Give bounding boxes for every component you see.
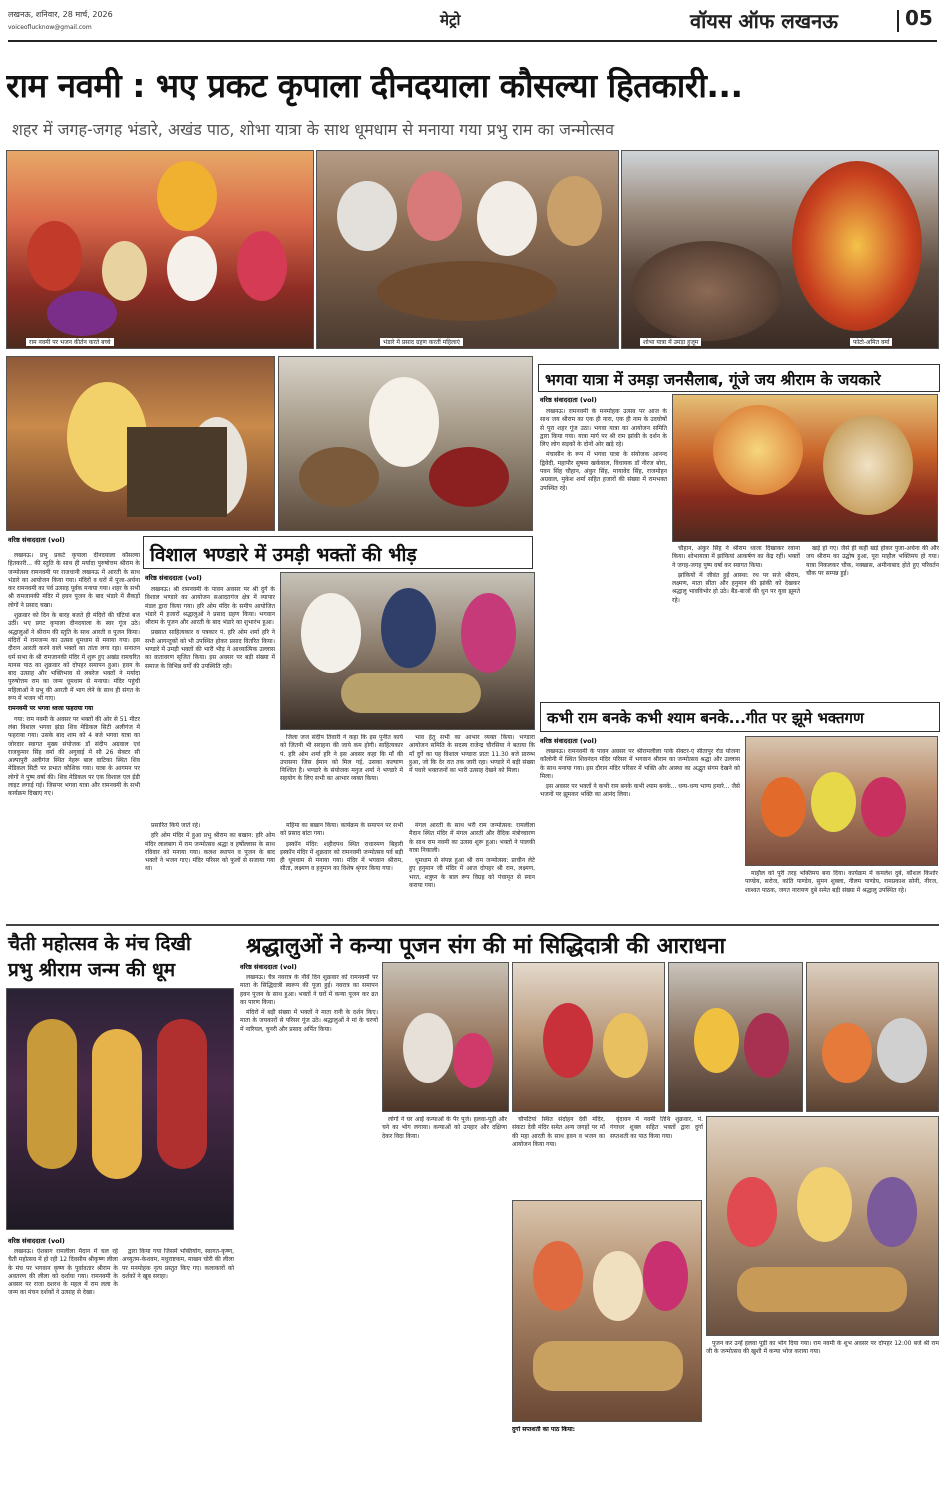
masthead-rule <box>8 40 937 42</box>
main-subhead: रामनवमी पर भगवा ध्वजा फहराया गया <box>8 705 94 713</box>
caption-bhandara-women: भंडारे में प्रसाद ग्रहण करतीं महिलाएं <box>380 338 463 346</box>
section-rule <box>6 924 939 926</box>
kanya-byline: वरिष्ठ संवाददाता (vol) <box>240 963 297 971</box>
caption-children-kirtan: राम नवमी पर भजन कीर्तन करते बच्चे <box>26 338 114 346</box>
photo-bhandara-women <box>316 150 619 349</box>
page-number: 05 <box>905 6 933 30</box>
harioom-col1: प्रसारित किये जाते रहे। हरि ओम मंदिर में हुआ प्रभु श्रीराम का बखान: हरि ओम मंदिर लालबाग में राम जन्मोत्सव श्रद्धा व हर्षोल्लास के साथ रविवार को मनाया गया। कलश स्थापन व पूजन के बाद भक्तों ने भजन गाए। मंदिर परिसर को फूलों से सजाया गया था। <box>145 822 275 873</box>
photo-deity-shrine <box>278 356 533 531</box>
chaiti-byline: वरिष्ठ संवाददाता (vol) <box>8 1237 65 1245</box>
caption-photo-credit: फोटो-अमित वर्मा <box>850 338 892 346</box>
photo-children-kirtan <box>6 150 314 349</box>
ramshyam-body-col2: माहौल को पूरी तरह भक्तिमय बना दिया। कार्यक्रम में कमलेश दुबे, कौशल किशोर पाण्डेय, सरोज, कांति पाण्डेय, सुमन शुक्ला, नीलम पाण्डेय, रामप्रकाश सोनी, नीरज, शाश्वत पाठक, जगत नारायण दुबे समेत बड़ी संख्या में श्रद्धालु उपस्थित रहे। <box>745 870 938 894</box>
masthead <box>0 0 945 58</box>
kanya-headline: श्रद्धालुओं ने कन्या पूजन संग की मां सिद्धिदात्री की आराधना <box>246 934 726 959</box>
bhandara-body-col1: लखनऊ। श्री रामनवमी के पावन अवसर पर श्री दुर्गे के विशाल भण्डारे का आयोजन सआदतगंज क्षेत्र में व्यापार मंडल द्वारा किया गया। हरि ओम मंदिर के समीप आयोजित भंडारे में हजारों श्रद्धालुओं ने प्रसाद ग्रहण किया। भगवान श्रीराम के पूजन और आरती के बाद भंडारे का शुभारंभ हुआ। प्रख्यात साहित्यकार व पत्रकार पं. हरि ओम शर्मा हरि ने सभी आगन्तुकों को भी उपस्थित होकर प्रसाद वितरित किया। भण्डारे में उमड़ी भक्तों की भारी भीड़ ने आध्यात्मिक उल्लास का वातावरण सृजित किया। इस अवसर पर बड़ी संख्या में समाज के विभिन्न वर्गों की उपस्थिति रही। <box>145 586 275 670</box>
paper-name: वॉयस ऑफ लखनऊ <box>690 9 838 33</box>
ramshyam-headline: कभी राम बनके कभी श्याम बनके...गीत पर झूमे भक्तगण <box>547 709 864 727</box>
dateline: लखनऊ, शनिवार, 28 मार्च, 2026 <box>8 10 113 19</box>
kanya-body-col3: चौपटियां स्थित संदोहन देवी मंदिर, संकटा देवी मंदिर समेत अन्य जगहों पर माँ की महा आरती के साथ हवन व भजन का आयोजन किया गया। <box>512 1116 605 1148</box>
bhandara-body-col3: भाव हेतु सभी का आभार व्यक्त किया। भण्डारा आयोजन समिति के सदस्य राजेन्द्र चौरसिया ने बताया कि माँ दुर्गे का यह विशाल भण्डारा प्रातः 11.30 बजे प्रारम्भ हुआ, जो कि देर रात तक जारी रहा। भण्डारे में बड़ी संख्या में पधारे भक्तजनों का भारी उत्साह देखने को मिला। <box>409 734 535 775</box>
main-byline: वरिष्ठ संवाददाता (vol) <box>8 536 65 544</box>
bhagwa-body-col1: लखनऊ। रामनवमी के मनमोहक उत्सव पर आज के साथ जय श्रीराम का एक ही नारा, एक ही नाम के उदघोषों से पूरा शहर गूंज उठा। भगवा यात्रा का आयोजन समिति द्वारा किया गया। यात्रा मार्ग पर श्री राम झांकी के दर्शन के लिए लोग सड़कों के दोनों ओर खड़े रहे। मंचासीन के रूप में भगवा यात्रा के संयोजक आनन्द द्विवेदी, महापौर सुषमा खर्कवाल, विधायक डॉ नीरज बोरा, पवन सिंह चौहान, अंकुर सिंह, मायावेद सिंह, राजमोहन अग्रवाल, मुकेश शर्मा सहित हजारों की संख्या में रामभक्त उपस्थित रहे। <box>540 408 667 492</box>
main-subheadline: शहर में जगह-जगह भंडारे, अखंड पाठ, शोभा यात्रा के साथ धूमधाम से मनाया गया प्रभु राम का जन्मोत्सव <box>12 120 615 139</box>
page-divider <box>897 10 899 32</box>
photo-kanya-group <box>706 1116 939 1336</box>
kanya-body-col1: लखनऊ। चैत्र नवरात्र के नौवें दिन शुक्रवार को रामनवमी पर माता के सिद्धिदात्री स्वरूप की पूजा हुई। नवरात्र का समापन हवन पूजन के साथ हुआ। भक्तों ने घरों में कन्या पूजन कर व्रत का पारण किया। मंदिरों में बड़ी संख्या में भक्तों ने माता रानी के दर्शन किए। माता के जयकारों से परिसर गूंज उठे। श्रद्धालुओं ने मां के चरणों में नारियल, चुनरी और प्रसाद अर्पित किया। <box>240 974 378 1033</box>
bhagwa-body-col2: चौहान, अंकुर सिंह ने श्रीराम ध्वजा दिखाकर रवाना किया। शोभायात्रा में झांकियां आकर्षण का केंद्र रहीं। भक्तों ने जगह-जगह पुष्प वर्षा कर स्वागत किया। झांकियों में जीवंत हुई आस्था: रथ पर सजे श्रीराम, लक्ष्मण, माता सीता और हनुमान की झांकी को देखकर श्रद्धालु भावविभोर हो उठे। बैंड-बाजों की धुन पर युवा झूमते रहे। <box>672 545 800 604</box>
photo-kanya-poojan-1 <box>382 962 509 1112</box>
photo-temple-puja <box>6 356 275 531</box>
ramshyam-byline: वरिष्ठ संवाददाता (vol) <box>540 737 597 745</box>
bhandara-body-col2: जिला जज संदीप तिवारी ने कहा कि इस पुनीत कार्य को जितनी भी सराहना की जाये कम होगी। साहित्यकार पं. हरि ओम शर्मा हरि ने इस अवसर कहा कि माँ की उपासना जिस ईमान को मिल गई, उसका कल्याण निश्चित है। भण्डारे के संयोजक मनुज शर्मा ने भण्डारे में सहयोग के लिए सभी का आभार व्यक्त किया। <box>280 734 403 783</box>
bhagwa-headline: भगवा यात्रा में उमड़ा जनसैलाब, गूंजे जय श्रीराम के जयकारे <box>545 371 881 389</box>
caption-shobha-yatra: शोभा यात्रा में उमड़ा हुजूम <box>640 338 701 346</box>
kanya-body-col6: पूजन कर उन्हें हलवा पूड़ी का भोग दिया गया। राम नवमी के शुभ अवसर पर दोपहर 12:00 बजे श्री राम जी के जन्मोत्सव की खुशी में कन्या भोज कराया गया। <box>706 1340 939 1356</box>
photo-bhajan-women <box>745 736 938 866</box>
bhandara-byline: वरिष्ठ संवाददाता (vol) <box>145 574 202 582</box>
section-name: मेट्रो <box>440 11 461 29</box>
photo-kanya-poojan-4 <box>806 962 939 1112</box>
photo-bhagwa-yatra <box>672 394 938 542</box>
bhandara-headline: विशाल भण्डारे में उमड़ी भक्तों की भीड़ <box>150 544 417 566</box>
main-body: लखनऊ। प्रभु प्रकटे कृपाला दीनदयाला कौसल्या हितकारी... की स्तुति के साथ ही मर्यादा पुरुषोत्तम श्रीराम के जन्मोत्सव रामनवमी पर राजधानी लखनऊ में आरती के साथ भंडारे का आयोजन किया गया। मंदिरों व घरों में पूजा-अर्चना कर रामनवमी का पर्व उत्साह पूर्वक मनाया गया। शहर के सभी श्री रामजानकी मंदिर में हवन पूजन के बाद भंडारे में सैकड़ों लोगों ने प्रसाद चखा। शुक्रवार को दिन के बारह बजते ही मंदिरों की घंटियां बज उठीं। भए प्रगट कृपाला दीनदयाला के स्वर गूंज उठे। श्रद्धालुओं ने श्रीराम की स्तुति के साथ आरती व पूजन किया। मंदिरों में रामजन्म का उत्सव धूमधाम से मनाया गया। इस दौरान आरती करने वाले भक्तों का तांता लगा रहा। सनातन धर्म सभा के श्री रामजानकी मंदिर में शुरू हुए अखंड रामचरित मानस पाठ का शुक्रवार को दोपहर समापन हुआ। हवन के बाद उत्साह और भक्तिभाव से लबरेज भक्तों ने मर्यादा पुरुषोत्तम राम का जन्म धूमधाम से मनाया। मंदिर पहुंची महिलाओं ने प्रभु की आरती में भाग लेने के साथ ही संगत के रूप में भजन भी गाए। रामनवमी पर भगवा ध्वजा फहराया गया गया: राम नवमी के अवसर पर भक्तों की ओर से 51 मीटर लंबा विशाल भगवा झंडा शिव मेडिकल सिटी अलीगंज में फहराया गया। उसके बाद शाम को 4 बजे भगवा यात्रा का जोरदार स्वागत मुख्य संयोजक डॉ संदीप अग्रवाल एवं राजकुमार सिंह वर्मा की अगुवाई में सौ 26 सेक्टर सी अल्पापुरी अलीगंज स्थित नेहरू बाल वाटिका स्थित शिव मेडिकल सिटी पर प्रभात कौशिक गया। यात्रा के आगमन पर लोगों ने पुष्प वर्षा की। शिव मेडिकल पर एक विशाल एल ईडी लाइट लगाई गई। जिसपर भगवा यात्रा और रामनवमी के सभी कार्यक्रम दिखाए गए। <box>8 552 140 798</box>
kanya-body-col5 <box>512 1426 702 1496</box>
photo-chaiti-stage <box>6 988 234 1230</box>
bhandara-headline-box <box>143 536 533 569</box>
photo-bhandara-serving <box>280 572 535 730</box>
photo-kanya-poojan-3 <box>668 962 803 1112</box>
harioom-col2: महिमा का बखान किया। कार्यक्रम के समापन पर सभी को प्रसाद बांटा गया। इस्कॉन मंदिर: शहीदपथ स्थित राधारमण बिहारी इस्कॉन मंदिर में शुक्रवार को रामनवमी जन्मोत्सव पर्व बड़ी ही धूमधाम से मनाया गया। मंदिर में भगवान श्रीराम, सीता, लक्ष्मण व हनुमान का विशेष श्रृंगार किया गया। <box>280 822 403 873</box>
chaiti-headline-line1: चैती महोत्सव के मंच दिखी <box>8 933 191 955</box>
chaiti-headline-line2: प्रभु श्रीराम जन्म की धूम <box>8 959 176 981</box>
email: voiceoflucknow@gmail.com <box>8 24 92 31</box>
chaiti-body-col1: लखनऊ। ऐशबाग रामलीला मैदान में चल रहे चैती महोत्सव में हो रही 12 दिवसीय श्रीकृष्ण लीला के मंच पर भगवान कृष्ण के पूर्वावतार श्रीराम के अवतरण की लीला को दर्शाया गया। रामनवमी के अवसर पर राजा दशरथ के महल में राम लला के जन्म का मंचन दर्शकों ने उत्साह से देखा। <box>8 1248 118 1297</box>
bhagwa-headline-box <box>538 364 940 392</box>
chaiti-body-col2: द्वारा किया गया जिसमें भक्तियोग, स्वागत-कृष्ण, अच्युतम-केशवम, मधुराष्टकम, माखन चोरी की लीला पर मनमोहक नृत्य प्रस्तुत किए गए। कलाकारों को दर्शकों ने खूब सराहा। <box>122 1248 234 1280</box>
harioom-col3: मंगल आरती के साथ भरी राम जन्मोत्सव: रामलीला मैदान स्थित मंदिर में मंगल आरती और वैदिक मंत्रोच्चारण के साथ राम नवमी का उत्सव शुरू हुआ। भक्तों ने पालकी यात्रा निकाली। धूमधाम से संपन्न हुआ श्री राम जन्मोत्सव: प्राचीन लेटे हुए हनुमान जी मंदिर में आज दोपहर श्री राम, लक्ष्मण, भरत, शत्रुघ्न के बाल रूप विग्रह को पंचामृत से स्नान कराया गया। <box>409 822 535 890</box>
photo-kanya-bhoj <box>512 1200 702 1422</box>
kanya-body-col4: वृंदावन में नवमी तिथि शुक्रवार, पं. गंगाधर शुक्ल सहित भक्तों द्वारा दुर्गा सप्तशती का पाठ किया गया। <box>610 1116 703 1140</box>
bhagwa-byline: वरिष्ठ संवाददाता (vol) <box>540 396 597 404</box>
photo-kanya-poojan-2 <box>512 962 665 1112</box>
ramshyam-headline-box <box>540 702 940 732</box>
kanya-body-col2: लोगों ने घर आईं कन्याओं के पैर पूजे। हलवा-पूड़ी और चने का भोग लगाया। कन्याओं को उपहार और दक्षिणा देकर विदा किया। <box>382 1116 507 1140</box>
bhagwa-body-col3: खड़े हो गए। जैसे ही कहीं खड़े होकर पुजा-अर्चना की और जय श्रीराम का उद्घोष हुआ, पूरा माहौल भक्तिमय हो गया। यात्रा निकलकर चौक, नक्खास, अमीनाबाद होते हुए परिवर्तन चौक पर सम्पन्न हुई। <box>806 545 939 577</box>
kanya-subhead: दुर्गा सप्तशती का पाठ किया: <box>512 1426 576 1433</box>
photo-shobha-yatra <box>621 150 939 349</box>
main-headline: राम नवमी : भए प्रकट कृपाला दीनदयाला कौसल्या हितकारी... <box>6 66 743 105</box>
ramshyam-body-col1: लखनऊ। रामनवमी के पावन अवसर पर श्रीरामलीला पार्क सेक्टर-ए सीतापुर रोड योजना कॉलोनी में स्थित शिवनंदन मंदिर परिसर में भगवान श्रीराम का जन्मोत्सव श्रद्धा और उल्लास के साथ मनाया गया। इस दौरान मंदिर परिसर में भक्ति और आस्था का अद्भुत संगम देखने को मिला। इस अवसर पर भक्तों ने कभी राम बनके कभी श्याम बनके... धन्य-धन्य भाग्य हमारे... जैसे भजनों पर झूमकर भक्ति का आनंद लिया। <box>540 748 740 799</box>
